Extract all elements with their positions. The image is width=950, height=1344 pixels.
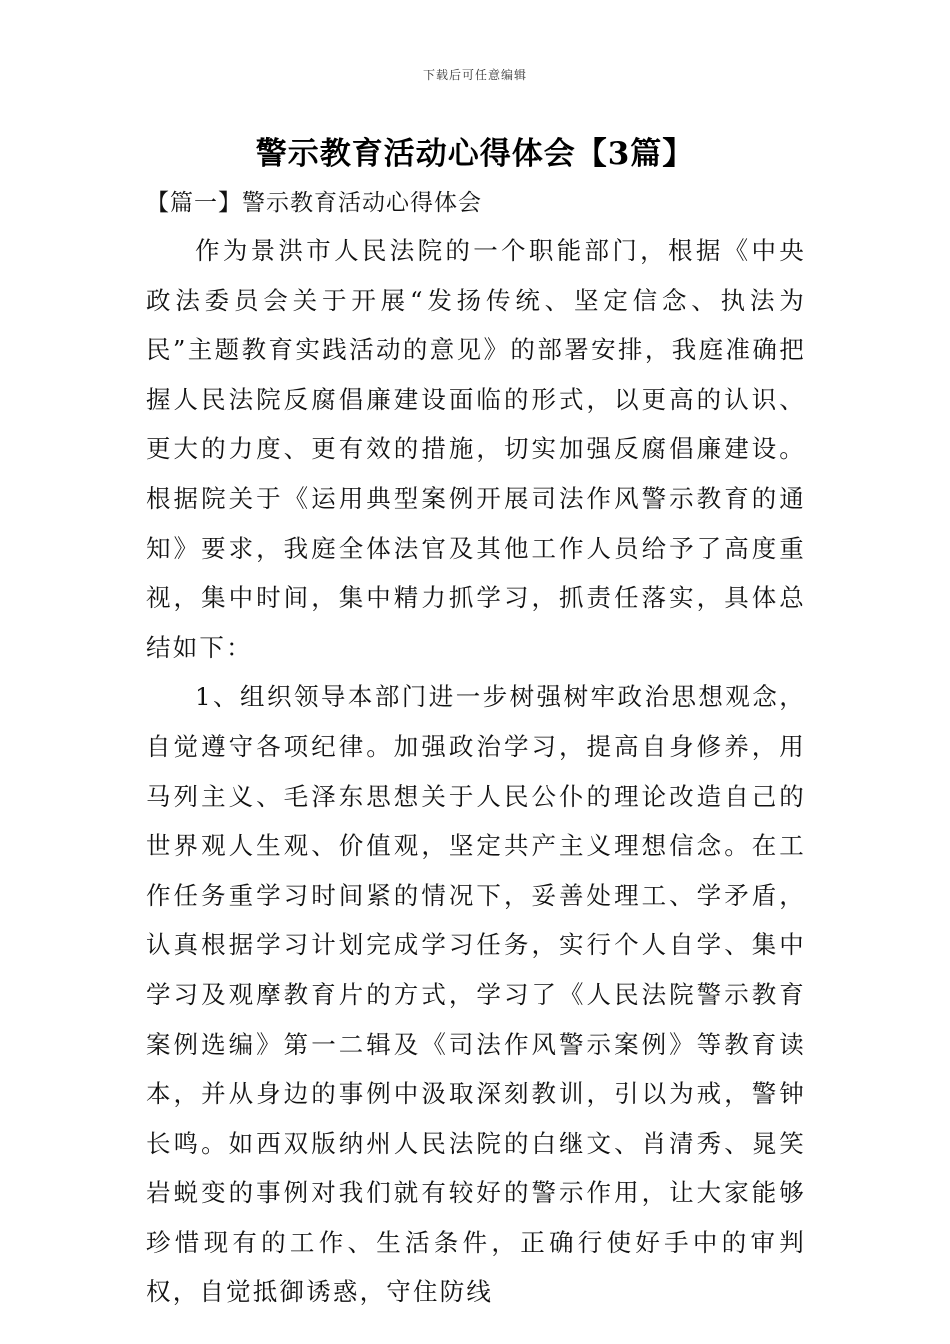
document-title: 警示教育活动心得体会【3篇】 <box>255 136 695 172</box>
header-note: 下载后可任意编辑 <box>422 68 527 82</box>
paragraph-2: 1、组织领导本部门进一步树强树牢政治思想观念，自觉遵守各项纪律。加强政治学习，提高自身修养，用马列主义、毛泽东思想关于人民公仆的理论改造自己的世界观人生观、价值观，坚定共产主义理想信念。在工作任务重学习时间紧的情况下，妥善处理工、学矛盾，认真根据学习计划完成学习任务，实行个人自学、集中学习及观摩教育片的方式，学习了《人民法院警示教育案例选编》第一二辑及《司法作风警示案例》等教育读本，并从身边的事例中汲取深刻教训，引以为戒，警钟长鸣。如西双版纳州人民法院的白继文、肖清秀、晁笑岩蜕变的事例对我们就有较好的警示作用，让大家能够珍惜现有的工作、生活条件，正确行使好手中的审判权，自觉抵御诱惑，守住防线 <box>146 682 806 1307</box>
paragraph-1: 作为景洪市人民法院的一个职能部门，根据《中央政法委员会关于开展“发扬传统、坚定信念、执法为民”主题教育实践活动的意见》的部署安排，我庭准确把握人民法院反腐倡廉建设面临的形式，以更高的认识、更大的力度、更有效的措施，切实加强反腐倡廉建设。根据院关于《运用典型案例开展司法作风警示教育的通知》要求，我庭全体法官及其他工作人员给予了高度重视，集中时间，集中精力抓学习，抓责任落实，具体总结如下： <box>146 236 806 662</box>
document-body <box>146 226 806 1317</box>
section-heading: 【篇一】警示教育活动心得体会 <box>146 190 482 216</box>
